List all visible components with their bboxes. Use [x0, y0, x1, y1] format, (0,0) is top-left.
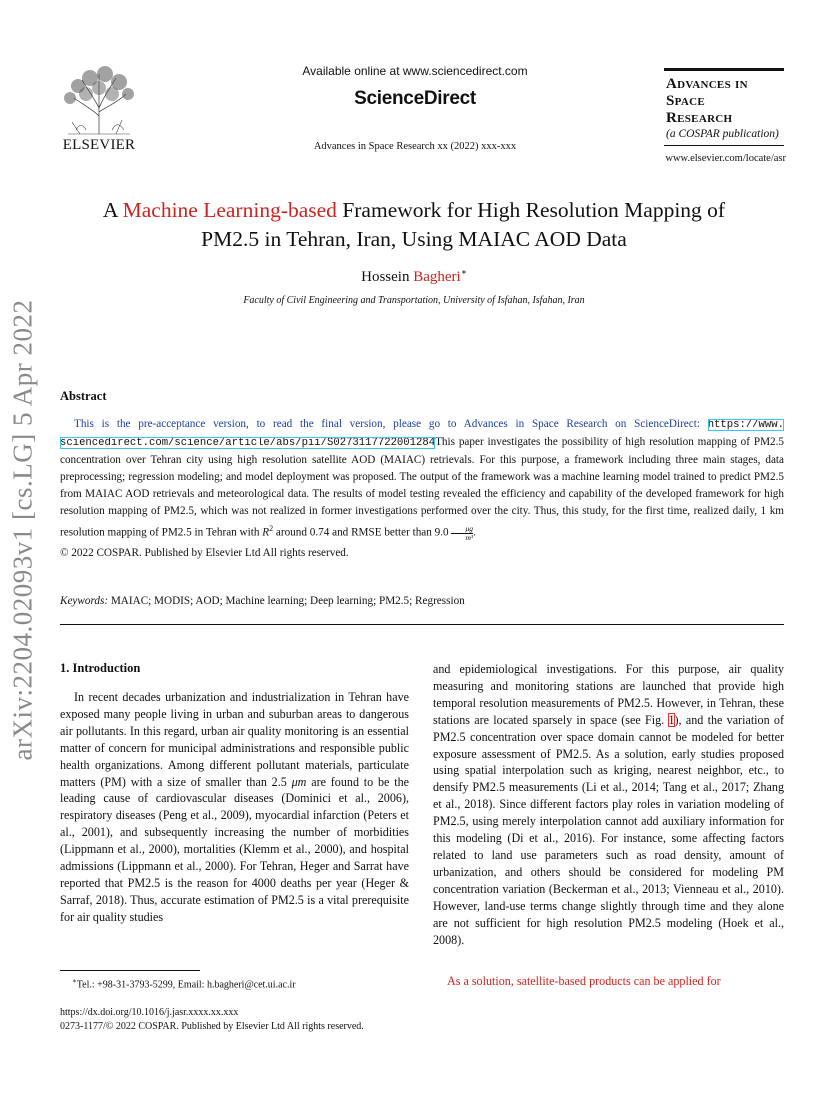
journal-box-bottom-rule [664, 145, 784, 146]
rmse-unit [451, 525, 473, 542]
intro-p1-text-b: are found to be the leading cause of cardiovascular diseases (Dominici et al., 2006), respiratory diseases (Peng et al., 2009), myocardial infarction (Peters et al., 2001), and subsequently increasing the number of morbidities (Lippmann et al., 2000), mortalities (Klemm et al., 2000), and hospital admissions (Lippmann et al., 2000). For Tehran, Heger and Sarrat have reported that PM2.5 is the reason for 4000 deaths per year (Heger & Sarraf, 2018). Thus, accurate estimation of PM2.5 is a vital prerequisite for air quality studies [60, 774, 409, 924]
title-highlight: Machine Learning-based [122, 198, 337, 222]
author-contact-footnote [60, 977, 296, 990]
keywords-label: Keywords: [60, 595, 109, 607]
paper-title [60, 196, 768, 254]
publisher-name: ELSEVIER [62, 137, 136, 153]
footnote-mark: ∗ [72, 977, 77, 985]
arxiv-id: arXiv:2204.02093v1 [cs.LG] 5 Apr 2022 [7, 299, 38, 761]
intro-paragraph-3: As a solution, satellite-based products can be applied for [447, 974, 721, 988]
title-line-2: PM2.5 in Tehran, Iran, Using MAIAC AOD Data [201, 227, 627, 251]
footnote-rule [60, 970, 200, 971]
preprint-notice: This is the pre-acceptance version, to read the final version, please go to Advances in Space Research on ScienceDirect: [74, 418, 708, 430]
arxiv-sidebar [0, 0, 40, 1104]
author-footnote-mark[interactable]: ∗ [460, 267, 467, 277]
abstract-body [60, 416, 784, 542]
journal-url-link[interactable]: www.elsevier.com/locate/asr [665, 153, 786, 164]
author-last-name[interactable]: Bagheri [413, 269, 461, 285]
intro-paragraph-1 [60, 689, 409, 926]
final-version-link-part-2[interactable]: sciencedirect.com/science/article/abs/pii/S0273117722001284 [60, 437, 436, 449]
r-squared-symbol: R [262, 526, 270, 539]
copyright-notice: © 2022 COSPAR. Published by Elsevier Ltd All rights reserved. [60, 547, 349, 559]
journal-box-top-rule [664, 68, 784, 71]
sciencedirect-logo: ScienceDirect [354, 88, 476, 109]
journal-title [666, 76, 786, 127]
journal-title-line-3: Research [666, 110, 733, 126]
keywords [60, 595, 784, 607]
title-part-a: A [102, 198, 123, 222]
intro-p2-text-a: and epidemiological investigations. For this purpose, air quality measuring and monitoring stations are launched that provide high temporal resolution measurements of PM2.5. However, in Tehran, these stations are located sparsely in space (see Fig. [433, 662, 784, 727]
issn-line: 0273-1177/© 2022 COSPAR. Published by Elsevier Ltd All rights reserved. [60, 1021, 364, 1032]
journal-citation: Advances in Space Research xx (2022) xxx-xxx [313, 141, 517, 152]
author-first-name: Hossein [361, 269, 414, 285]
rmse-value: 9.0 [434, 526, 452, 539]
journal-title-line-2: Space [666, 93, 705, 109]
unit-denominator: m³ [465, 532, 474, 542]
abstract-period: . [473, 526, 476, 539]
r-squared-exponent: 2 [269, 524, 274, 533]
section-divider [60, 624, 784, 625]
unit-numerator: μg [451, 525, 473, 534]
intro-paragraph-2 [433, 661, 784, 948]
intro-p1-text-a: In recent decades urbanization and industrialization in Tehran have exposed many people living in urban and suburban areas to dangerous air pollutants. In this regard, urban air quality monitoring is an essential matter of concern for municipal administrations and responsible public health organizations. Among different pollutant materials, particulate matters (PM) with a size of smaller than 2.5 [60, 690, 409, 789]
abstract-text: This paper investigates the possibility of high resolution mapping of PM2.5 concentration over Tehran city using high resolution satellite AOD (MAIAC) retrievals. For this purpose, a framework including three main stages, data preprocessing; regression modeling; and model deployment was proposed. The output of the framework was a machine learning model trained to predict PM2.5 from MAIAC AOD retrievals and meteorological data. The results of model testing revealed the efficiency and capability of the developed framework for high resolution mapping of PM2.5, which was not realized in former investigations performed over the city. Thus, this study, for the first time, realized daily, 1 km resolution mapping of PM2.5 in Tehran with [60, 436, 784, 539]
intro-p2-text-b: ), and the variation of PM2.5 concentration over space domain cannot be modeled for better exposure assessment of PM2.5. As a solution, early studies proposed using spatial interpolation such as kriging, nearest neighbor, etc., to densify PM2.5 measurements (Li et al., 2014; Tang et al., 2017; Zhang et al., 2018). Since different factors play roles in variation modeling of PM2.5, using merely interpolation cannot add auxiliary information for this modeling (Di et al., 2016). For instance, some affecting factors related to land use parameters such as road density, amount of urbanization, and others should be considered for modeling PM concentration variation (Beckerman et al., 2013; Vienneau et al., 2010). However, land-use terms change slightly through time and they alone are not sufficient for high resolution PM2.5 modeling (Hoek et al., 2008). [433, 712, 784, 947]
figure-1-reference-link[interactable]: 1 [668, 712, 675, 727]
author-line [60, 267, 768, 286]
keywords-list: MAIAC; MODIS; AOD; Machine learning; Deep learning; PM2.5; Regression [108, 595, 465, 607]
abstract-text-end: around 0.74 and RMSE better than [273, 526, 432, 539]
title-part-b: Framework for High Resolution Mapping of [336, 198, 726, 222]
micrometer-unit: μm [291, 774, 307, 789]
doi-link[interactable]: https://dx.doi.org/10.1016/j.jasr.xxxx.xx.xxx [60, 1007, 239, 1018]
abstract-heading: Abstract [60, 389, 107, 403]
final-version-link-part-1[interactable]: https://www. [707, 419, 784, 431]
footnote-text: Tel.: +98-31-3793-5299, Email: h.bagheri@cet.ui.ac.ir [76, 979, 296, 991]
journal-title-line-1: Advances in [666, 76, 748, 92]
available-online-text: Available online at www.sciencedirect.com [302, 64, 528, 78]
affiliation: Faculty of Civil Engineering and Transportation, University of Isfahan, Isfahan, Iran [243, 295, 585, 306]
journal-subtitle: (a COSPAR publication) [666, 128, 779, 140]
introduction-heading: 1. Introduction [60, 661, 141, 675]
